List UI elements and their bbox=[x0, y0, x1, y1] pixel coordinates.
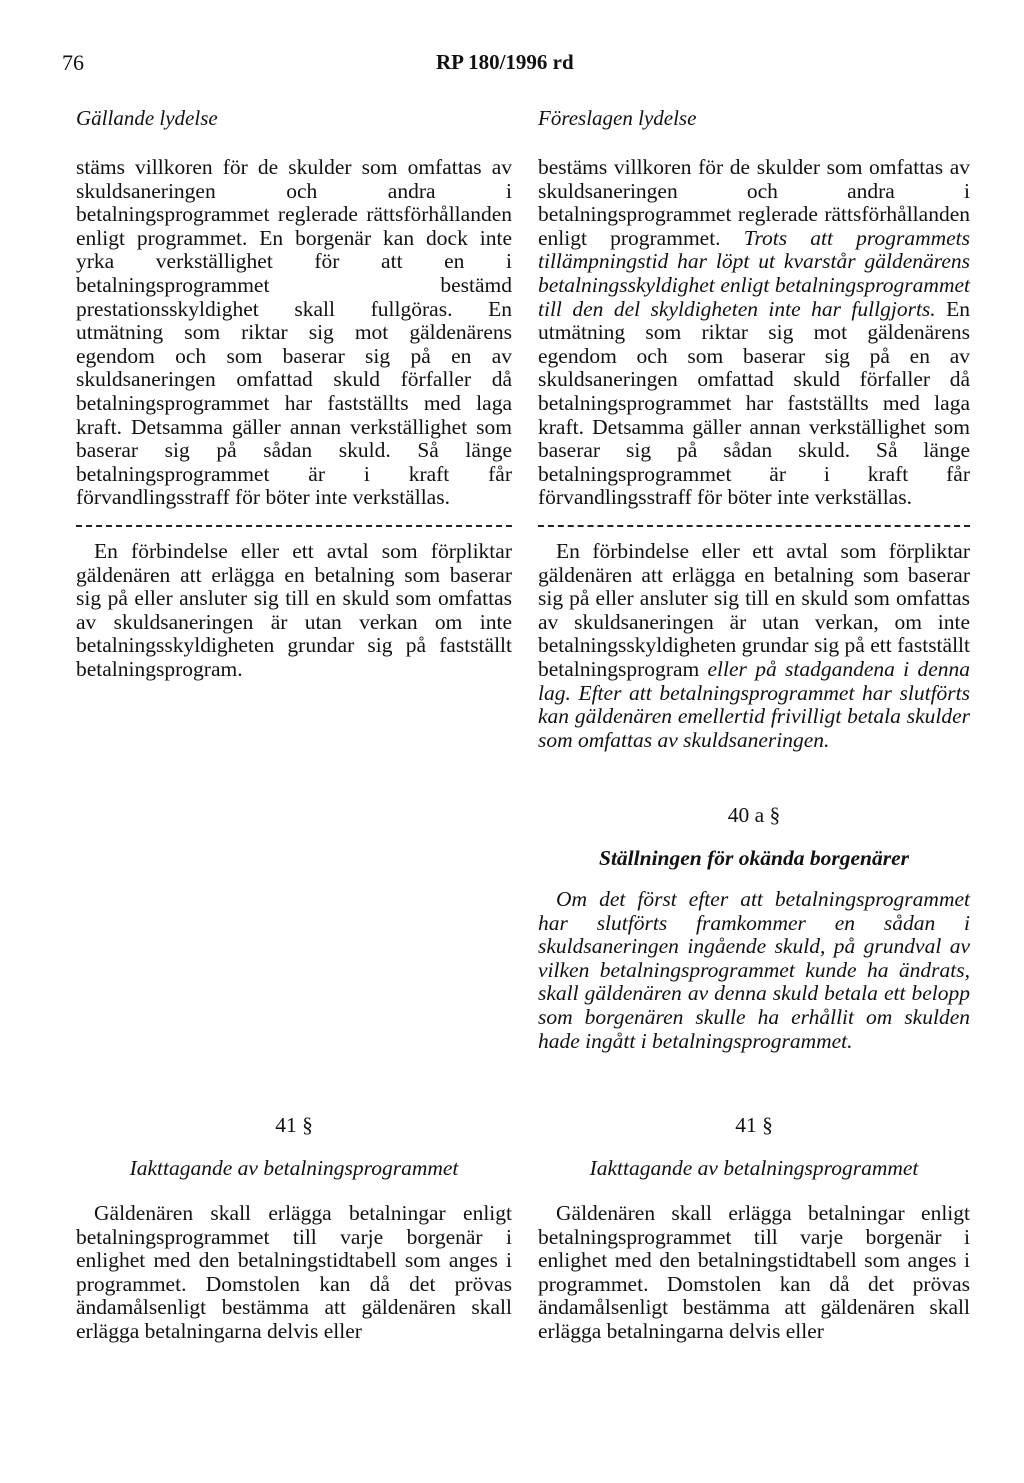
right-section-40a-amendment: Om det först efter att betalningsprogrammet har slutförts framkommer en sådan i skuldsaneringen ingående skuld, på grundval av vilken betalningsprogrammet kunde ha ändrats, skall gäldenären av denna skuld betala ett belopp som borgenären skulle ha erhållit om skulden hade ingått i betalningsprogrammet. bbox=[538, 887, 970, 1053]
right-section-40a-number: 40 a § bbox=[727, 803, 781, 827]
right-section-40a-title: Ställningen för okända borgenärer bbox=[598, 846, 910, 870]
right-paragraph-2 bbox=[538, 540, 970, 752]
left-paragraph-1 bbox=[76, 156, 512, 510]
right-section-41-text: Gäldenären skall erlägga betalningar enligt betalningsprogrammet till varje borgenär i enlighet med den betalningstidtabell som anges i programmet. Domstolen kan då det prövas ändamålsenligt bestämma att gäldenären skall erlägga betalningarna delvis eller bbox=[538, 1201, 970, 1343]
right-section-41-body bbox=[538, 1202, 970, 1344]
right-section-40a-text bbox=[538, 888, 970, 1053]
page-number: 76 bbox=[62, 50, 84, 75]
right-column-heading: Föreslagen lydelse bbox=[538, 106, 697, 130]
left-column-heading: Gällande lydelse bbox=[76, 106, 218, 130]
right-p1-unchanged-b: En utmätning som riktar sig mot gäldenärens egendom och som baserar sig på en av skuldsaneringen omfattad skuld förfaller då betalningsprogrammet har fastställts med laga kraft. Detsamma gäller annan verkställighet som baserar sig på sådan skuld. Så länge betalningsprogrammet är i kraft får förvandlingsstraff för böter inte verkställas. bbox=[538, 296, 971, 510]
right-p2-amendment: eller på stadgandena i denna lag. Efter att betalningsprogrammet har slutförts kan gäldenären emellertid frivilligt betala skulder som omfattas av skuldsaneringen. bbox=[538, 656, 970, 752]
right-p1-amendment: Trots att programmets tillämpningstid har löpt ut kvarstår gäldenärens betalningsskyldighet enligt betalningsprogrammet till den del skyldigheten inte har fullgjorts. bbox=[538, 225, 971, 321]
right-p1-unchanged-a: bestäms villkoren för de skulder som omfattas av skuldsaneringen och andra i betalningsprogrammet reglerade rättsförhållanden enligt programmet. bbox=[538, 155, 970, 250]
left-section-41-number: 41 § bbox=[275, 1113, 313, 1137]
right-section-41-number: 41 § bbox=[735, 1113, 773, 1137]
left-paragraph-2-text: En förbindelse eller ett avtal som förpliktar gäldenären att erlägga en betalning som baserar sig på eller ansluter sig till en skuld som omfattas av skuldsaneringen är utan verkan om inte betalningsskyldigheten grundar sig på fastställt betalningsprogram. bbox=[76, 539, 512, 681]
right-paragraph-2-text bbox=[538, 540, 970, 752]
right-paragraph-1-text bbox=[538, 156, 970, 510]
left-section-41-text: Gäldenären skall erlägga betalningar enligt betalningsprogrammet till varje borgenär i enlighet med den betalningstidtabell som anges i programmet. Domstolen kan då det prövas ändamålsenligt bestämma att gäldenären skall erlägga betalningarna delvis eller bbox=[76, 1201, 512, 1343]
left-paragraph-1-text: stäms villkoren för de skulder som omfattas av skuldsaneringen och andra i betalningsprogrammet reglerade rättsförhållanden enligt programmet. En borgenär kan dock inte yrka verkställighet för att en i betalningsprogrammet bestämd prestationsskyldighet skall fullgöras. En utmätning som riktar sig mot gäldenärens egendom och som baserar sig på en av skuldsaneringen omfattad skuld förfaller då betalningsprogrammet har fastställts med laga kraft. Detsamma gäller annan verkställighet som baserar sig på sådan skuld. Så länge betalningsprogrammet är i kraft får förvandlingsstraff för böter inte verkställas. bbox=[76, 155, 512, 510]
right-separator bbox=[538, 525, 970, 527]
left-section-41-title: Iakttagande av betalningsprogrammet bbox=[129, 1156, 459, 1180]
running-title: RP 180/1996 rd bbox=[436, 50, 574, 74]
right-section-40a-body bbox=[538, 888, 970, 1053]
right-p2-unchanged: En förbindelse eller ett avtal som förpliktar gäldenären att erlägga en betalning som baserar sig på eller ansluter sig till en skuld som omfattas av skuldsaneringen är utan verkan, om inte betalningsskyldigheten grundar sig på ett fastställt betalningsprogram bbox=[538, 539, 970, 681]
left-section-41-body bbox=[76, 1202, 512, 1344]
left-separator bbox=[76, 525, 512, 527]
left-paragraph-2 bbox=[76, 540, 512, 682]
right-section-41-title: Iakttagande av betalningsprogrammet bbox=[589, 1156, 919, 1180]
right-paragraph-1 bbox=[538, 156, 970, 510]
